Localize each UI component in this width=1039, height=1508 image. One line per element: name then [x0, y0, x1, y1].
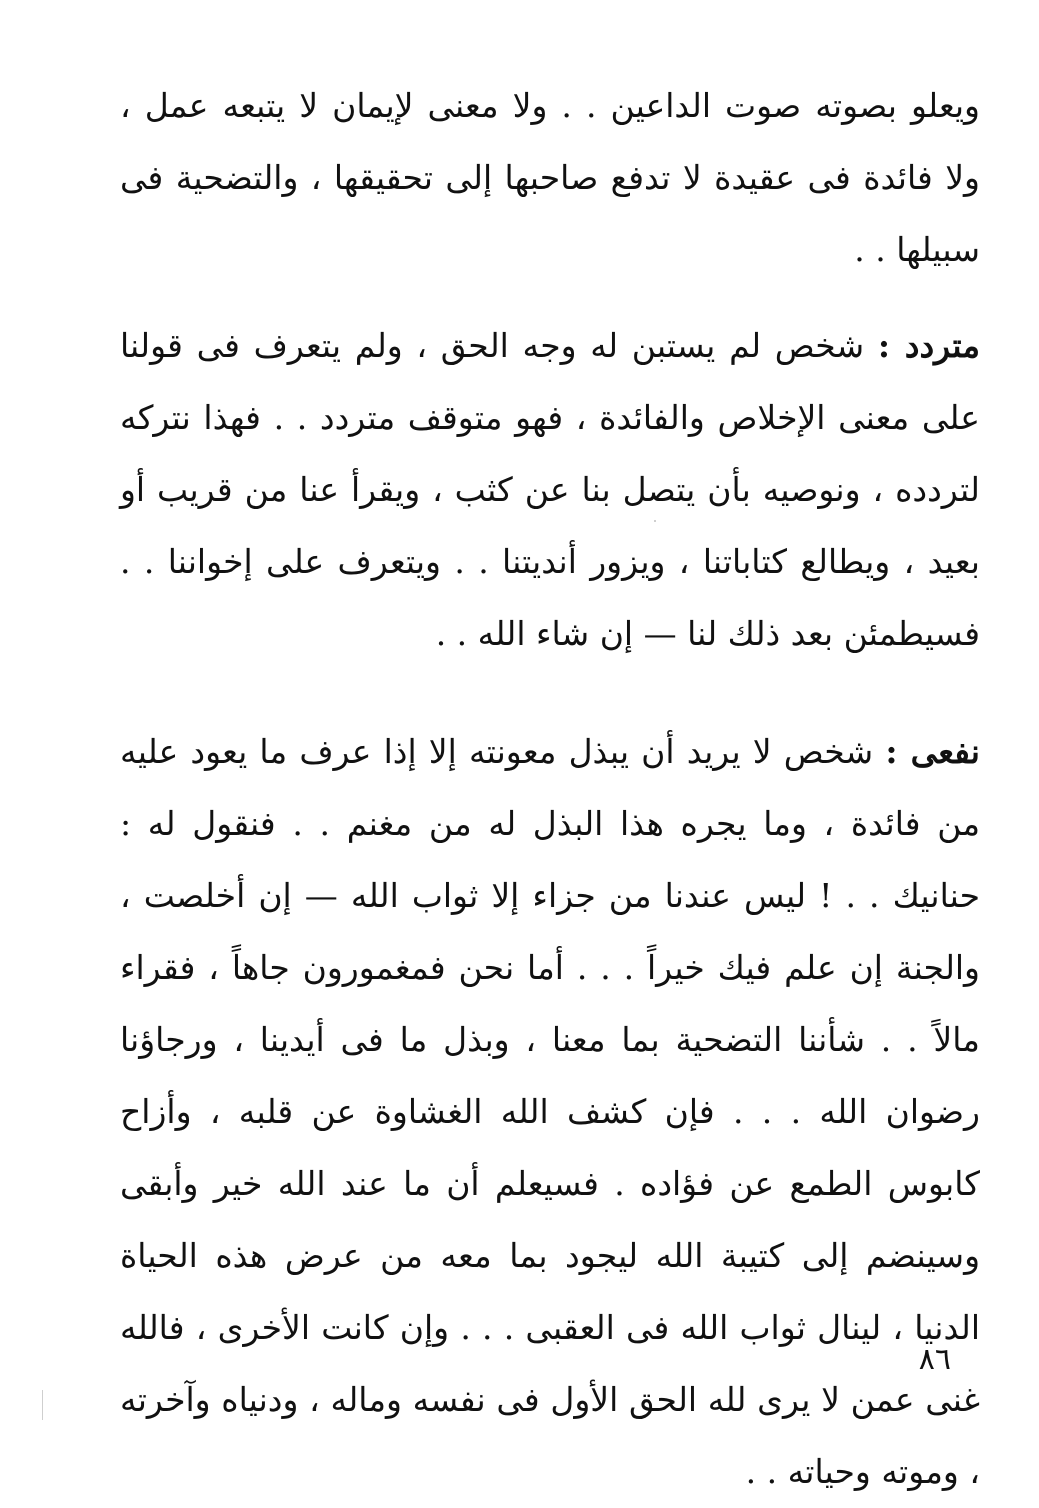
term-hesitant: متردد : [877, 326, 980, 365]
scan-dot [654, 520, 656, 522]
paragraph-continuation [120, 70, 980, 286]
term-utilitarian: نفعى : [885, 732, 980, 771]
paragraph-hesitant [120, 310, 980, 670]
paragraph-utilitarian [120, 716, 980, 1508]
document-page [120, 70, 980, 1491]
scan-edge-line [42, 1390, 43, 1420]
page-number: ٨٦ [918, 1342, 951, 1377]
paragraph-text: ويعلو بصوته صوت الداعين . . ولا معنى لإيمان لا يتبعه عمل ، ولا فائدة فى عقيدة لا تدفع صاحبها إلى تحقيقها ، والتضحية فى سبيلها . . [120, 86, 980, 269]
paragraph-text: شخص لم يستبن له وجه الحق ، ولم يتعرف فى قولنا على معنى الإخلاص والفائدة ، فهو متوقف متردد . . فهذا نتركه لتردده ، ونوصيه بأن يتصل بنا عن كثب ، ويقرأ عنا من قريب أو بعيد ، ويطالع كتاباتنا ، ويزور أنديتنا . . ويتعرف على إخواننا . . فسيطمئن بعد ذلك لنا — إن شاء الله . . [120, 326, 980, 653]
paragraph-text: شخص لا يريد أن يبذل معونته إلا إذا عرف ما يعود عليه من فائدة ، وما يجره هذا البذل له من مغنم . . فنقول له : حنانيك . . ! ليس عندنا من جزاء إلا ثواب الله — إن أخلصت ، والجنة إن علم فيك خيراً . . . أما نحن فمغمورون جاهاً ، فقراء مالاً . . شأننا التضحية بما معنا ، وبذل ما فى أيدينا ، ورجاؤنا رضوان الله . . . فإن كشف الله الغشاوة عن قلبه ، وأزاح كابوس الطمع عن فؤاده . فسيعلم أن ما عند الله خير وأبقى وسينضم إلى كتيبة الله ليجود بما معه من عرض هذه الحياة الدنيا ، لينال ثواب الله فى العقبى . . . وإن كانت الأخرى ، فالله غنى عمن لا يرى لله الحق الأول فى نفسه وماله ، ودنياه وآخرته ، وموته وحياته . . [120, 732, 980, 1491]
